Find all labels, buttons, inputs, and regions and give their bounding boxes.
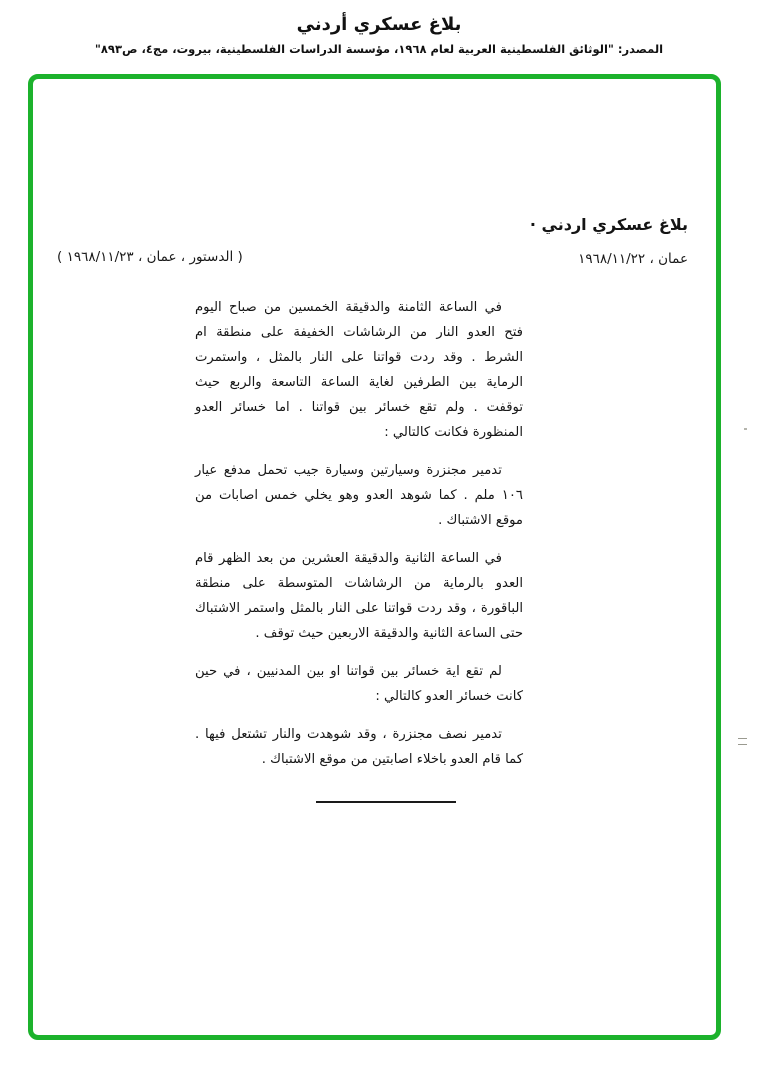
scan-artifact-dot xyxy=(744,428,747,430)
dateline-amman: عمان ، ١٩٦٨/١١/٢٢ xyxy=(578,251,688,267)
signature-divider xyxy=(316,801,456,803)
scan-artifact-mark xyxy=(738,738,747,745)
body-paragraph: تدمير مجنزرة وسيارتين وسيارة جيب تحمل مدفع عيار ١٠٦ ملم . كما شوهد العدو وهو يخلي خمس اصابات من موقع الاشتباك . xyxy=(195,463,523,528)
page-title: بلاغ عسكري أردني xyxy=(296,14,462,35)
body-paragraph: في الساعة الثانية والدقيقة العشرين من بعد الظهر قام العدو بالرماية من الرشاشات المتوسطة على منطقة الباقورة ، وقد ردت قواتنا على النار بالمثل واستمر الاشتباك حتى الساعة الثانية والدقيقة الاربعين حيث توقف . xyxy=(195,551,523,641)
dateline-addustour: ( الدستور ، عمان ، ١٩٦٨/١١/٢٣ ) xyxy=(57,249,243,265)
document-frame xyxy=(28,74,721,1040)
communique-body xyxy=(195,295,523,785)
body-paragraph: لم تقع اية خسائر بين قواتنا او بين المدنيين ، في حين كانت خسائر العدو كالتالي : xyxy=(195,664,523,704)
page-header xyxy=(0,14,758,56)
body-paragraph: تدمير نصف مجنزرة ، وقد شوهدت والنار تشتعل فيها . كما قام العدو باخلاء اصابتين من موقع الاشتباك . xyxy=(195,727,523,767)
source-citation: المصدر: "الوثائق الفلسطينية العربية لعام ١٩٦٨، مؤسسة الدراسات الفلسطينية، بيروت، مج٤، ص٨٩٣" xyxy=(94,42,664,56)
communique-title: بلاغ عسكري اردني · xyxy=(529,215,688,234)
document-scan xyxy=(33,79,716,1035)
body-paragraph: في الساعة الثامنة والدقيقة الخمسين من صباح اليوم فتح العدو النار من الرشاشات الخفيفة على منطقة ام الشرط . وقد ردت قواتنا على النار بالمثل ، واستمرت الرماية بين الطرفين لغاية الساعة التاسعة والربع حيث توقفت . ولم تقع خسائر بين قواتنا . اما خسائر العدو المنظورة فكانت كالتالي : xyxy=(195,300,523,440)
